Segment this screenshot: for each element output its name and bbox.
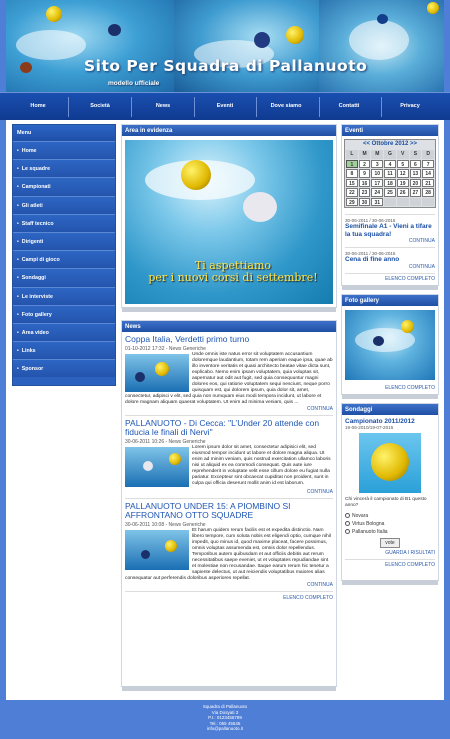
calendar-day[interactable]: 5 (397, 160, 409, 169)
news-panel (121, 320, 337, 687)
poll-option-label: Pallanuoto Italia (352, 529, 388, 535)
calendar-empty-cell (410, 198, 422, 207)
sidebar-item-label: Home (21, 148, 37, 154)
sidebar-item-atleti[interactable] (13, 196, 115, 214)
nav-eventi[interactable]: Eventi (216, 103, 234, 109)
featured-title: Area in evidenza (122, 125, 336, 136)
event-item (345, 214, 435, 244)
event-continue-link[interactable]: CONTINUA (408, 238, 435, 244)
bullet-icon: • (17, 184, 19, 191)
header-photo-right (319, 0, 444, 92)
panel-shadow (342, 394, 438, 399)
sidebar-item-campionati[interactable] (13, 177, 115, 195)
sidebar-item-label: Staff tecnico (21, 220, 54, 227)
news-item-meta: 01-10-2012 17:32 - News Generiche (125, 345, 206, 352)
calendar-weekday: G (384, 150, 396, 159)
calendar-weekday: V (397, 150, 409, 159)
calendar-day[interactable]: 15 (346, 179, 358, 188)
calendar-day[interactable]: 8 (346, 169, 358, 178)
calendar-day[interactable]: 14 (422, 169, 434, 178)
footer-line: Tel.: 055 45545 (209, 720, 241, 726)
sidebar-item-home[interactable] (13, 141, 115, 159)
event-title[interactable]: Cena di fine anno (345, 256, 400, 263)
gallery-image[interactable] (345, 310, 435, 380)
poll-image (359, 433, 421, 493)
news-item-text: Et harum quidem rerum facilis est et expedita distinctio. Nam libero tempore, cum soluta nobis est eligendi optio, cumque nihil impedit, quo minus id, quod maxime placeat, facere possimus, omnis voluptas assumenda est, omnis dolor repellendus. Temporibus autem quibusdam et aut officiis debitis aut rerum necessitatibus saepe eveniet, ut et voluptates repudiandae sint et molestiae non recusandae. Itaque earum rerum hic tenetur a sapiente delectus, ut aut reiciendis voluptatibus maiores alias consequatur aut perferendis doloribus asperiores repellat. (125, 527, 331, 581)
sidebar-menu (12, 124, 116, 386)
calendar-day[interactable]: 12 (397, 169, 409, 178)
sidebar-item-label: Campi di gioco (21, 257, 60, 264)
panel-shadow (122, 686, 336, 691)
news-continue-link[interactable]: CONTINUA (306, 405, 333, 412)
sidebar-item-label: Le interviste (21, 293, 53, 300)
news-item (125, 419, 333, 495)
bullet-icon: • (17, 257, 19, 264)
radio-icon[interactable] (345, 521, 350, 526)
event-continue-link[interactable]: CONTINUA (408, 263, 435, 270)
header-photo-center (174, 0, 319, 92)
nav-separator (68, 97, 69, 117)
divider (125, 591, 333, 592)
news-continue-link[interactable]: CONTINUA (306, 581, 333, 588)
bullet-icon: • (17, 238, 19, 245)
poll-option[interactable] (345, 528, 435, 536)
calendar-day[interactable]: 25 (384, 188, 396, 197)
event-title[interactable]: Semifinale A1 - Vieni a tifare la tua squadra! (345, 223, 432, 238)
calendar-day[interactable]: 22 (346, 188, 358, 197)
nav-separator (194, 97, 195, 117)
gallery-panel (341, 294, 439, 395)
header-photo-left (6, 0, 174, 92)
sidebar-item-video[interactable] (13, 323, 115, 341)
calendar-day[interactable]: 3 (371, 160, 383, 169)
poll-all-link[interactable]: ELENCO COMPLETO (345, 559, 435, 568)
radio-icon[interactable] (345, 513, 350, 518)
calendar-day[interactable]: 26 (397, 188, 409, 197)
footer-line: Via Dosyati 3 (211, 709, 239, 715)
news-item-title[interactable]: PALLANUOTO UNDER 15: A PIOMBINO SI AFFRONTANO OTTO SQUADRE (125, 500, 291, 520)
calendar-weekday: M (371, 150, 383, 159)
calendar-day[interactable]: 29 (346, 198, 358, 207)
calendar-day[interactable]: 16 (359, 179, 371, 188)
events-all-link[interactable]: ELENCO COMPLETO (345, 273, 435, 282)
news-thumbnail[interactable] (125, 447, 189, 487)
sidebar-item-label: Gli atleti (21, 202, 43, 209)
events-calendar (344, 139, 436, 208)
calendar-weekday: L (346, 150, 358, 159)
news-thumbnail[interactable] (125, 530, 189, 570)
footer-line: P.I.: 0123456789 (208, 715, 242, 720)
calendar-day[interactable]: 6 (410, 160, 422, 169)
sidebar-item-label: Links (21, 348, 36, 355)
poll-option-label: Virtus Bologna (352, 521, 385, 527)
event-dates: 30-06-2011 / 30-06-2015 (345, 218, 396, 223)
calendar-weekday: M (359, 150, 371, 159)
nav-contatti[interactable]: Contatti (338, 103, 360, 109)
poll-option-label: Novara (352, 513, 369, 519)
bullet-icon: • (17, 220, 19, 227)
nav-news[interactable]: News (155, 103, 171, 109)
featured-caption-line1: Ti aspettiamo (194, 259, 272, 272)
calendar-day[interactable]: 10 (371, 169, 383, 178)
calendar-weekday: S (410, 150, 422, 159)
panel-shadow (342, 285, 438, 290)
calendar-day[interactable]: 20 (410, 179, 422, 188)
footer-line: Squadra di Pallanuoto (202, 704, 248, 709)
calendar-day[interactable]: 27 (410, 188, 422, 197)
poll-panel-title: Sondaggi (342, 404, 438, 415)
main-navbar (0, 92, 450, 120)
events-panel (341, 124, 439, 286)
nav-societa[interactable]: Società (90, 103, 110, 109)
news-item (125, 502, 333, 588)
bullet-icon: • (17, 329, 19, 336)
panel-shadow (342, 580, 438, 585)
calendar-day[interactable]: 30 (359, 198, 371, 207)
news-all-link[interactable]: ELENCO COMPLETO (283, 594, 333, 601)
news-item-text: Unde omnis iste natus error sit voluptatem accusantium doloremque laudantium, totam rem aperiam eaque ipsa, quae ab illo inventore veritatis et quasi architecto beatae vitae dicta sunt, explicabo. Nemo enim ipsam voluptatem, quia voluptas sit, aspernatur aut odit aut fugit, sed quia consequuntur magni dolores eos, qui ratione voluptatem sequi nesciunt, neque porro quisquam est, qui dolorem ipsum, quia dolor sit, amet, consectetur, adipisci v elit, sed quia non numquam eius modi tempora incidunt, ut labore et dolore magnam aliquam quaerat voluptatem. Ut enim ad minima veniam, quis ... (125, 351, 333, 405)
news-item-title[interactable]: Coppa Italia, Verdetti primo turno (125, 334, 250, 344)
poll-title: Campionato 2011/2012 (345, 418, 415, 425)
divider (125, 415, 333, 416)
nav-separator (381, 97, 382, 117)
sidebar-item-links[interactable] (13, 341, 115, 359)
bullet-icon: • (17, 311, 19, 318)
calendar-day[interactable]: 31 (371, 198, 383, 207)
calendar-day[interactable]: 24 (371, 188, 383, 197)
sidebar-item-interviste[interactable] (13, 287, 115, 305)
featured-caption (133, 260, 333, 283)
page (6, 0, 444, 700)
news-item-title[interactable]: PALLANUOTO - Di Cecca: "L’Under 20 attende con fiducia le finali di Nervi" (125, 417, 320, 437)
footer (0, 700, 450, 739)
news-item-meta: 30-06-2011 10:26 - News Generiche (125, 438, 206, 445)
vote-button[interactable]: vote (380, 538, 399, 548)
sidebar-item-campi[interactable] (13, 250, 115, 268)
nav-separator (319, 97, 320, 117)
radio-icon[interactable] (345, 529, 350, 534)
calendar-empty-cell (397, 198, 409, 207)
sidebar-item-label: Foto gallery (21, 311, 52, 318)
sidebar-item-label: Sondaggi (21, 275, 46, 282)
sidebar-item-squadre[interactable] (13, 159, 115, 177)
featured-caption-line2: per i nuovi corsi di settembre! (148, 270, 318, 284)
sidebar-item-sondaggi[interactable] (13, 268, 115, 286)
calendar-day[interactable]: 7 (422, 160, 434, 169)
sidebar-item-label: Le squadre (21, 166, 51, 173)
sidebar-item-label: Campionati (21, 184, 51, 191)
calendar-weekday: D (422, 150, 434, 159)
footer-line[interactable]: info@pallanuoto.it (206, 726, 244, 731)
news-item-text: Lorem ipsum dolor sit amet, consectetur adipisici elit, sed eiusmod tempor incidunt ut labore et dolore magna aliqua. Ut enim ad minim veniam, quis nostrud exercitation ullamco laboris nisi ut aliquid ex ea commodi consequat. Quis aute iure reprehenderit in voluptate velit esse cillum dolore eu fugiat nulla pariatur. Excepteur sint obcaecat cupiditat non proident, sunt in culpa qui officia deserunt mollit anim id est laborum. (192, 444, 331, 486)
calendar-empty-cell (422, 198, 434, 207)
poll-option[interactable] (345, 520, 435, 528)
bullet-icon: • (17, 148, 19, 154)
sidebar-item-dirigenti[interactable] (13, 232, 115, 250)
calendar-day[interactable]: 11 (384, 169, 396, 178)
event-dates: 30-06-2011 / 30-06-2015 (345, 251, 396, 256)
site-subtitle: modello ufficiale (108, 80, 160, 87)
sidebar-item-staff[interactable] (13, 214, 115, 232)
news-thumbnail[interactable] (125, 354, 189, 392)
calendar-day[interactable]: 4 (384, 160, 396, 169)
nav-home[interactable]: Home (30, 103, 46, 109)
calendar-month-nav[interactable]: << Ottobre 2012 >> (362, 141, 418, 147)
poll-question: Chi vincerà il campionato di B1 questo anno? (345, 497, 427, 508)
news-item (125, 335, 333, 412)
panel-shadow (122, 307, 336, 312)
sidebar-item-label: Area video (21, 329, 49, 336)
news-continue-link[interactable]: CONTINUA (306, 488, 333, 495)
gallery-panel-title: Foto gallery (342, 295, 438, 306)
events-panel-title: Eventi (342, 125, 438, 136)
calendar-day[interactable]: 1 (346, 160, 358, 169)
sidebar-item-foto[interactable] (13, 305, 115, 323)
nav-privacy[interactable]: Privacy (400, 103, 420, 109)
sidebar-menu-title: Menu (13, 125, 115, 141)
nav-separator (131, 97, 132, 117)
bullet-icon: • (17, 275, 19, 282)
site-title: Sito Per Squadra di Pallanuoto (84, 57, 368, 75)
bullet-icon: • (17, 293, 19, 300)
calendar-empty-cell (384, 198, 396, 207)
bullet-icon: • (17, 366, 19, 373)
calendar-day[interactable]: 19 (397, 179, 409, 188)
gallery-all-link[interactable]: ELENCO COMPLETO (385, 385, 435, 391)
news-panel-title: News (122, 321, 336, 332)
nav-separator (256, 97, 257, 117)
poll-option[interactable] (345, 512, 435, 520)
featured-panel (121, 124, 337, 308)
bullet-icon: • (17, 202, 19, 209)
calendar-day[interactable]: 23 (359, 188, 371, 197)
calendar-day[interactable]: 18 (384, 179, 396, 188)
calendar-day[interactable]: 17 (371, 179, 383, 188)
sidebar-item-label: Sponsor (21, 366, 44, 373)
featured-image[interactable] (125, 140, 333, 304)
nav-dove-siamo[interactable]: Dove siamo (270, 103, 302, 109)
calendar-day[interactable]: 9 (359, 169, 371, 178)
poll-panel (341, 403, 439, 581)
sidebar-item-label: Dirigenti (21, 238, 44, 245)
sidebar-item-sponsor[interactable] (13, 359, 115, 377)
poll-results-link[interactable]: GUARDA I RISULTATI (385, 550, 435, 556)
news-item-meta: 30-06-2011 10:08 - News Generiche (125, 521, 206, 528)
calendar-day[interactable]: 13 (410, 169, 422, 178)
poll-dates: 19-06-2010/19-07-2015 (345, 425, 394, 430)
calendar-day[interactable]: 28 (422, 188, 434, 197)
bullet-icon: • (17, 348, 19, 355)
event-item (345, 247, 435, 270)
calendar-day[interactable]: 21 (422, 179, 434, 188)
divider (125, 498, 333, 499)
calendar-day[interactable]: 2 (359, 160, 371, 169)
bullet-icon: • (17, 166, 19, 173)
calendar-grid (345, 149, 435, 207)
header-banner (6, 0, 444, 92)
